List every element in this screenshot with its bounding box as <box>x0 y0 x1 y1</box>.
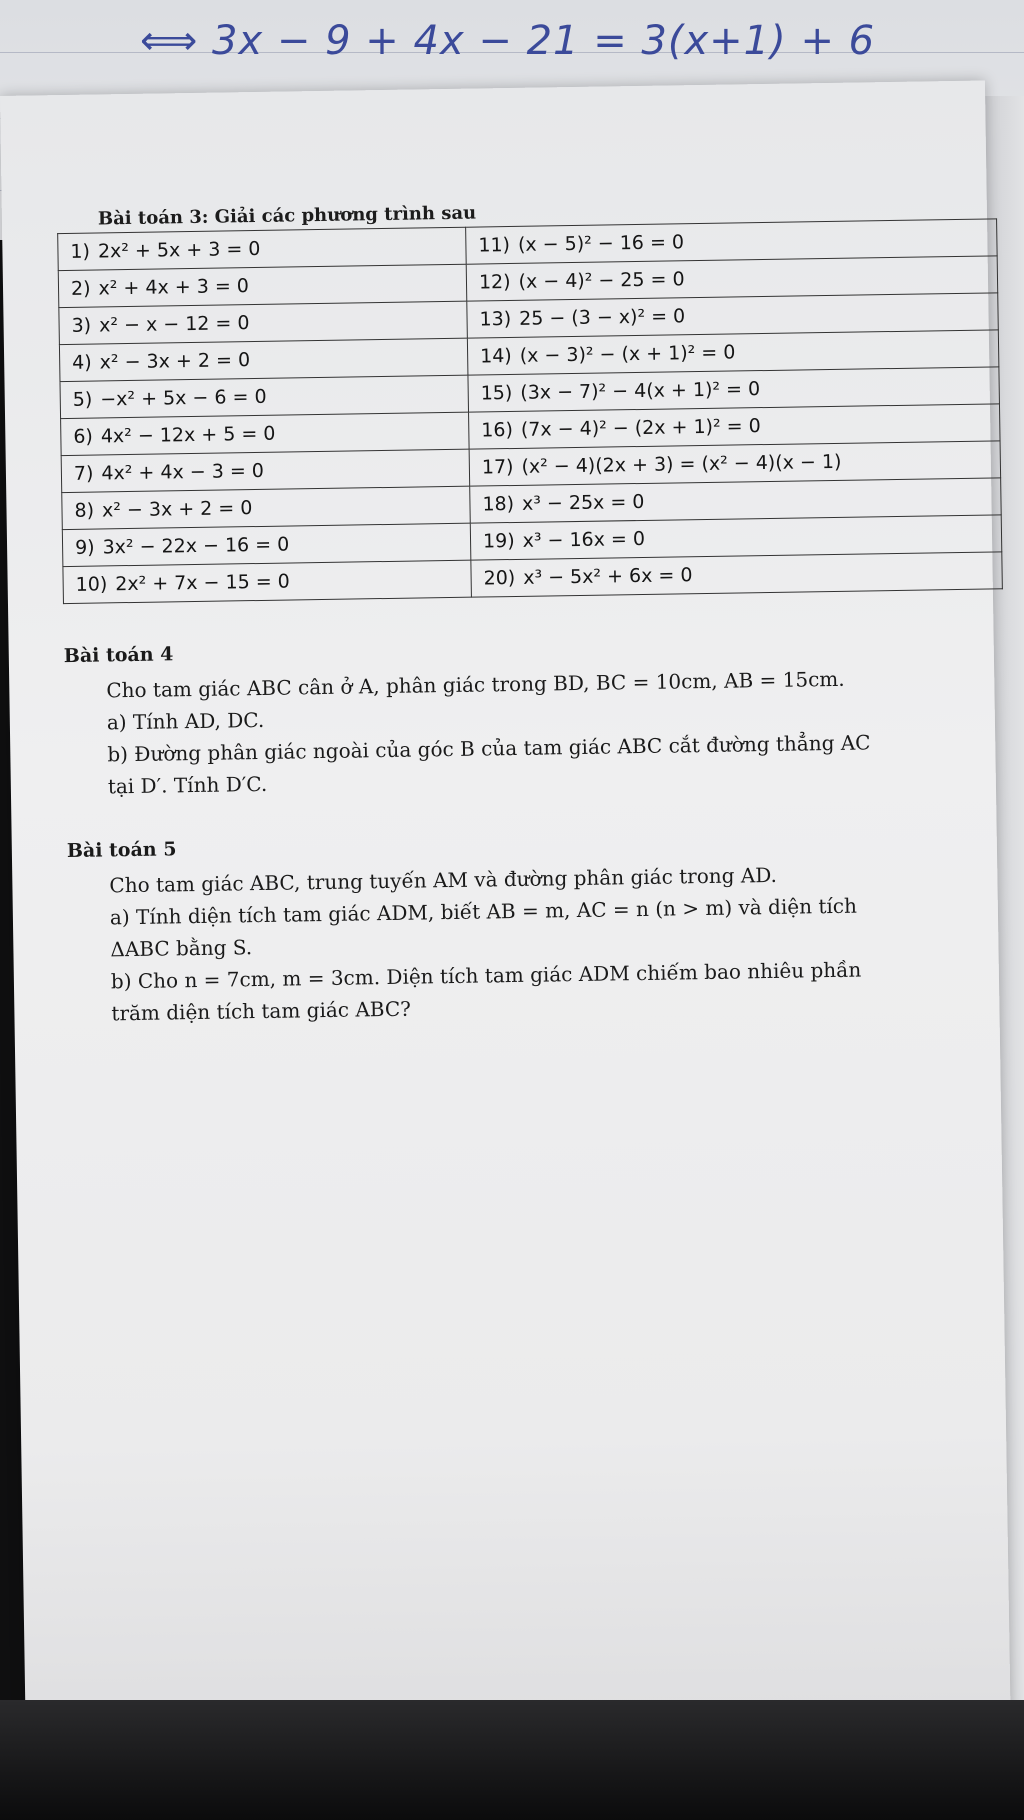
exercise5-part-a: a) Tính diện tích tam giác ADM, biết AB = m, AC = n (n > m) và diện tích <box>109 893 858 930</box>
equation-text: 2x² + 7x − 15 = 0 <box>115 570 290 596</box>
equation-number: 12) <box>478 271 511 294</box>
equation-number: 11) <box>478 234 511 257</box>
equation-text: (7x − 4)² − (2x + 1)² = 0 <box>520 415 761 441</box>
equation-text: x³ − 25x = 0 <box>521 490 645 515</box>
equation-text: 3x² − 22x − 16 = 0 <box>102 533 290 559</box>
exercise4-title: Bài toán 4 <box>63 643 174 668</box>
equation-number: 4) <box>72 351 92 374</box>
equation-text: x² + 4x + 3 = 0 <box>98 275 250 300</box>
equation-number: 13) <box>479 307 512 331</box>
equation-text: 25 − (3 − x)² = 0 <box>518 305 686 330</box>
equation-number: 6) <box>73 425 94 448</box>
equation-text: (x − 4)² − 25 = 0 <box>518 268 685 293</box>
exercise4-intro: Cho tam giác ABC cân ở A, phân giác trong BD, BC = 10cm, AB = 15cm. <box>106 666 845 703</box>
exercise5-part-b-cont: trăm diện tích tam giác ABC? <box>111 996 412 1026</box>
exercise4 <box>64 630 996 803</box>
exercise3-title: Bài toán 3: Giải các phương trình sau <box>97 202 477 230</box>
equations-table <box>57 218 1003 604</box>
exercise5 <box>67 825 1000 1030</box>
equation-text: (3x − 7)² − 4(x + 1)² = 0 <box>520 378 761 404</box>
equation-cell <box>61 412 470 455</box>
equation-number: 8) <box>74 499 95 522</box>
equation-number: 2) <box>70 277 91 300</box>
equation-cell <box>471 552 1003 597</box>
equation-number: 17) <box>481 455 514 479</box>
equation-text: −x² + 5x − 6 = 0 <box>100 385 267 411</box>
equation-cell <box>63 560 472 603</box>
equation-number: 19) <box>482 529 515 553</box>
equation-cell <box>59 338 468 381</box>
exercise5-part-a-cont: ΔABC bằng S. <box>110 935 253 962</box>
exercise5-title: Bài toán 5 <box>66 838 177 863</box>
equation-cell <box>61 449 470 492</box>
equation-cell <box>60 375 469 418</box>
equation-cell <box>62 523 471 566</box>
equation-text: x² − 3x + 2 = 0 <box>99 349 251 374</box>
equation-text: 2x² + 5x + 3 = 0 <box>97 237 261 263</box>
equation-cell <box>58 264 467 307</box>
equation-text: (x − 5)² − 16 = 0 <box>517 231 685 256</box>
exercise4-part-b: b) Đường phân giác ngoài của góc B của tam giác ABC cắt đường thẳng AC <box>107 730 871 767</box>
equation-cell <box>58 227 467 270</box>
exercise4-part-a: a) Tính AD, DC. <box>106 707 265 735</box>
equation-text: x² − 3x + 2 = 0 <box>101 497 253 522</box>
exercise5-part-b: b) Cho n = 7cm, m = 3cm. Diện tích tam giác ADM chiếm bao nhiêu phần <box>110 957 862 994</box>
equation-number: 7) <box>73 462 94 485</box>
equation-text: x² − x − 12 = 0 <box>98 312 250 337</box>
equation-text: x³ − 16x = 0 <box>522 527 646 552</box>
equation-number: 3) <box>71 314 92 337</box>
equation-cell <box>62 486 471 529</box>
equation-number: 1) <box>70 240 91 263</box>
equation-text: 4x² + 4x − 3 = 0 <box>101 459 265 485</box>
equation-text: 4x² − 12x + 5 = 0 <box>100 422 276 448</box>
handwritten-note: ⟺ 3x − 9 + 4x − 21 = 3(x+1) + 6 <box>140 18 876 64</box>
worksheet-page <box>0 81 1011 1786</box>
equation-number: 18) <box>482 492 515 516</box>
equation-text: (x − 3)² − (x + 1)² = 0 <box>519 341 736 367</box>
equation-number: 9) <box>74 536 95 559</box>
equation-number: 14) <box>479 344 512 368</box>
equation-number: 16) <box>481 418 514 442</box>
equation-number: 15) <box>480 381 513 405</box>
desk-surface <box>0 1700 1024 1820</box>
equation-number: 20) <box>483 566 516 590</box>
equation-number: 5) <box>72 388 93 411</box>
exercise4-part-b-cont: tại D′. Tính D′C. <box>107 771 268 799</box>
exercise5-intro: Cho tam giác ABC, trung tuyến AM và đường phân giác trong AD. <box>109 862 778 898</box>
equation-number: 10) <box>75 573 108 596</box>
equation-text: (x² − 4)(2x + 3) = (x² − 4)(x − 1) <box>521 450 842 478</box>
equation-cell <box>59 301 468 344</box>
equation-text: x³ − 5x² + 6x = 0 <box>523 564 693 589</box>
